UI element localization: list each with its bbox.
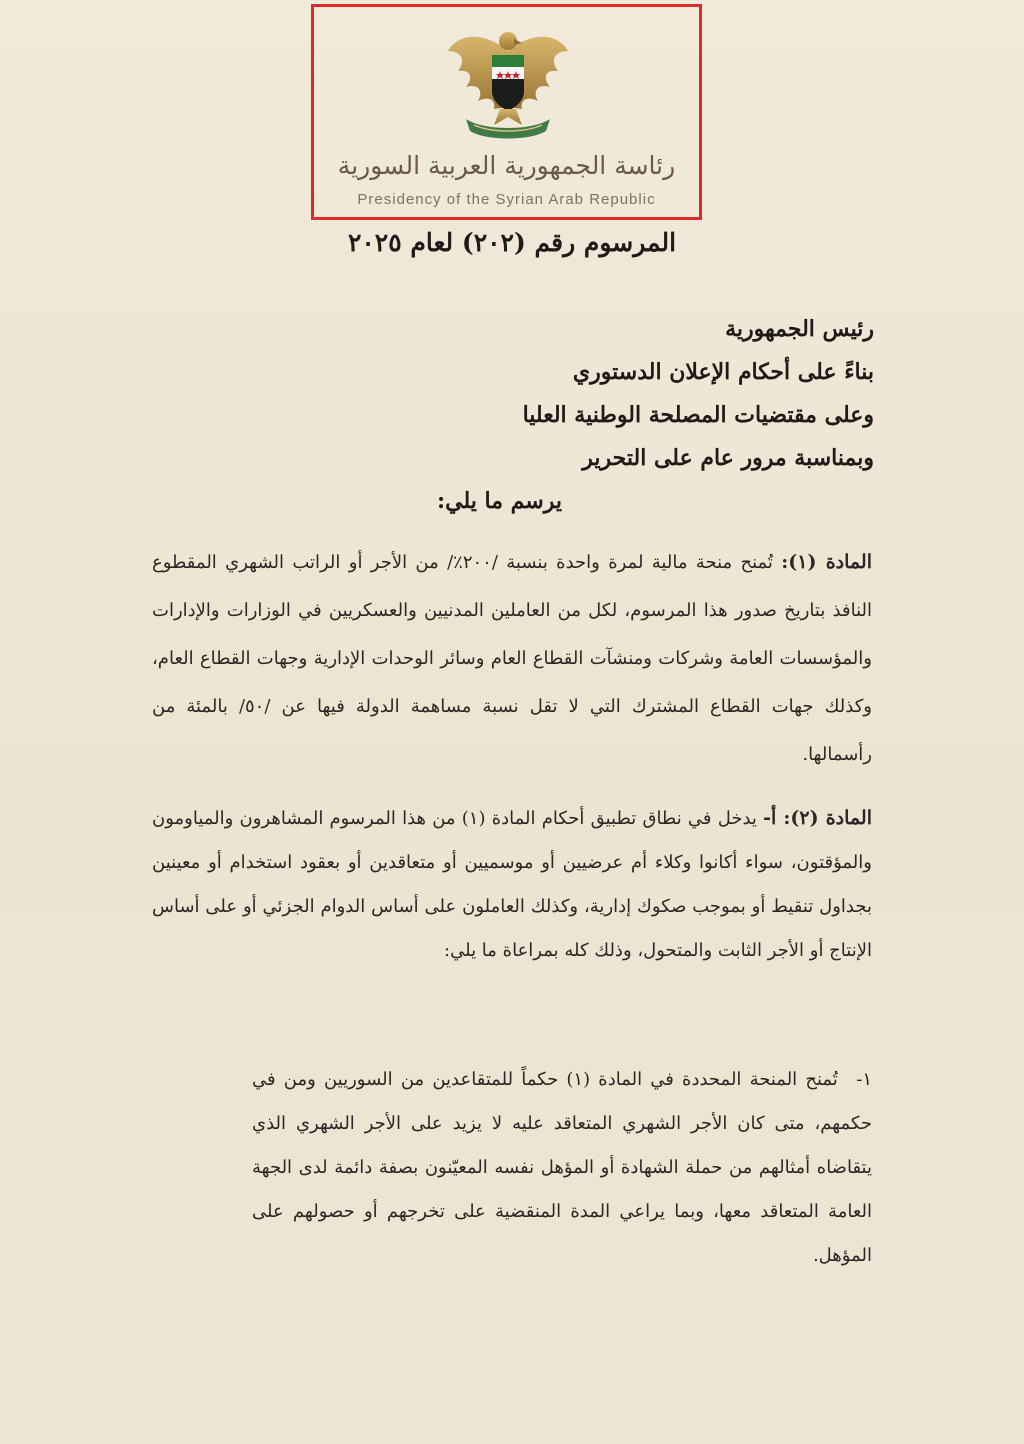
article-1-text: تُمنح منحة مالية لمرة واحدة بنسبة /٢٠٠٪/ من الأجر أو الراتب الشهري المقطوع النافذ بتاريخ صدور هذا المرسوم، لكل من العاملين المدنيين والعسكريين في الوزارات والإدارات والمؤسسات العامة وشركات ومنشآت القطاع العام وسائر الوحدات الإدارية وجهات القطاع العام، وكذلك جهات القطاع المشترك التي لا تقل نسبة مساهمة الدولة فيها عن /٥٠/ بالمئة من رأسمالها. xyxy=(152,552,872,765)
item-1-number: ١- xyxy=(856,1069,872,1090)
syrian-eagle-emblem-icon xyxy=(444,21,572,147)
article-1 xyxy=(152,538,872,779)
preamble-line: وبمناسبة مرور عام على التحرير xyxy=(582,445,874,471)
decrees-heading: يرسم ما يلي: xyxy=(436,488,562,514)
header-emblem-frame xyxy=(311,4,702,220)
article-2-text: يدخل في نطاق تطبيق أحكام المادة (١) من هذا المرسوم المشاهرون والمياومون والمؤقتون، سواء أكانوا وكلاء أم عرضيين أو موسميين أو متعاقدين أو بعقود استخدام أو معينين بجداول تنقيط أو بموجب صكوك إدارية، وكذلك العاملون على أساس الدوام الجزئي أو على أساس الإنتاج أو الأجر الثابت والمتحول، وذلك كله بمراعاة ما يلي: xyxy=(152,808,872,961)
preamble-line: وعلى مقتضيات المصلحة الوطنية العليا xyxy=(522,402,874,428)
presidency-english-name: Presidency of the Syrian Arab Republic xyxy=(357,191,656,208)
article-2-label: المادة (٢): أ- xyxy=(763,807,872,829)
presidency-arabic-name: رئاسة الجمهورية العربية السورية xyxy=(337,151,676,180)
article-1-label: المادة (١): xyxy=(781,551,872,573)
preamble-line: رئيس الجمهورية xyxy=(725,316,874,342)
article-2-item-1 xyxy=(252,1058,872,1278)
item-1-text: تُمنح المنحة المحددة في المادة (١) حكماً للمتقاعدين من السوريين ومن في حكمهم، متى كان الأجر الشهري المتعاقد عليه لا يزيد على الأجر الشهري الذي يتقاضاه أمثالهم من حملة الشهادة أو المؤهل نفسه المعيّنون بصفة دائمة لدى الجهة العامة المتعاقد معها، وبما يراعي المدة المنقضية على تخرجهم أو حصولهم على المؤهل. xyxy=(252,1069,872,1266)
decree-title: المرسوم رقم (٢٠٢) لعام ٢٠٢٥ xyxy=(347,228,677,257)
article-2 xyxy=(152,796,872,973)
decree-preamble xyxy=(374,308,874,523)
preamble-line: بناءً على أحكام الإعلان الدستوري xyxy=(572,359,874,385)
